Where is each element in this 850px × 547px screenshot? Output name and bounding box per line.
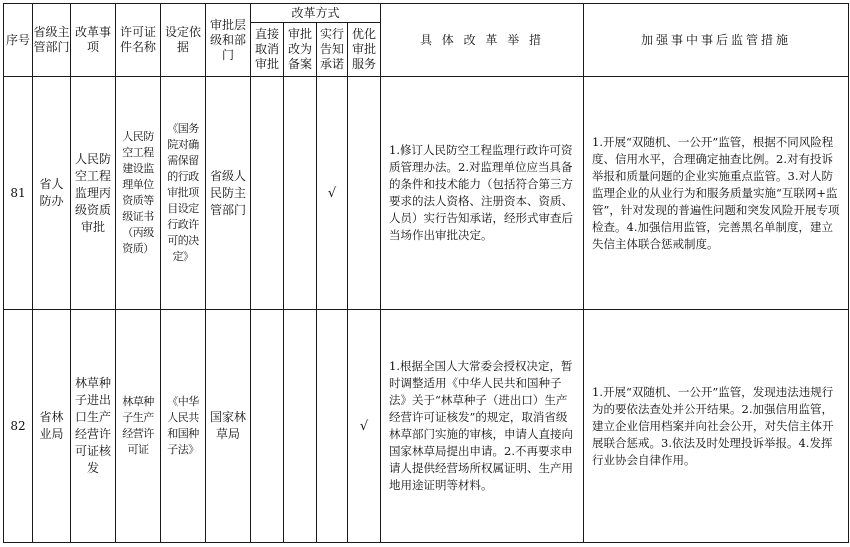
header-license: 许可证件名称 <box>116 4 161 77</box>
row-method-record <box>284 77 317 310</box>
row-method-cancel <box>251 77 284 310</box>
row-dept: 省林业局 <box>33 310 71 543</box>
header-supervision: 加强事中事后监管措施 <box>584 4 849 77</box>
table-row <box>4 310 849 543</box>
header-method-optimize: 优化审批服务 <box>348 23 381 77</box>
row-method-cancel <box>251 310 284 543</box>
header-method-notify: 实行告知承诺 <box>317 23 348 77</box>
header-row-1 <box>4 4 849 23</box>
row-method-notify: √ <box>317 77 348 310</box>
row-item: 人民防空工程监理丙级资质审批 <box>71 77 116 310</box>
table-row <box>4 77 849 310</box>
header-dept: 省级主管部门 <box>33 4 71 77</box>
row-item: 林草种子进出口生产经营许可证核发 <box>71 310 116 543</box>
row-seq: 82 <box>4 310 33 543</box>
row-license: 人民防空工程建设监理单位资质等级证书（丙级资质） <box>116 77 161 310</box>
row-seq: 81 <box>4 77 33 310</box>
row-method-optimize: √ <box>348 310 381 543</box>
header-seq: 序号 <box>4 4 33 77</box>
row-method-optimize <box>348 77 381 310</box>
row-measures: 1.根据全国人大常委会授权决定，暂时调整适用《中华人民共和国种子法》关于“林草种子（进出口）生产经营许可证核发”的规定，取消省级林草部门实施的审核，申请人直接向国家林草局提出申请。2.不再要求申请人提供经营场所权属证明、生产用地用途证明等材料。 <box>381 310 584 543</box>
row-level: 省级人民防主管部门 <box>206 77 251 310</box>
reform-table <box>3 3 849 543</box>
document-page <box>3 3 849 543</box>
row-supervision: 1.开展“双随机、一公开”监管，根据不同风险程度、信用水平，合理确定抽查比例。2.对有投诉举报和质量问题的企业实施重点监管。3.对人防监理企业的从业行为和服务质量实施“互联网+监管”，针对发现的普遍性问题和突发风险开展专项检查。4.加强信用监管，完善黑名单制度，建立失信主体联合惩戒制度。 <box>584 77 849 310</box>
row-level: 国家林草局 <box>206 310 251 543</box>
header-method-record: 审批改为备案 <box>284 23 317 77</box>
row-measures: 1.修订人民防空工程监理行政许可资质管理办法。2.对监理单位应当具备的条件和技术能力（包括符合第三方要求的法人资格、注册资本、资质、人员）实行告知承诺，经形式审查后当场作出审批决定。 <box>381 77 584 310</box>
row-license: 林草种子生产经营许可证 <box>116 310 161 543</box>
header-basis: 设定依据 <box>161 4 206 77</box>
row-method-record <box>284 310 317 543</box>
row-dept: 省人防办 <box>33 77 71 310</box>
header-method-cancel: 直接取消审批 <box>251 23 284 77</box>
row-supervision: 1.开展“双随机、一公开”监管，发现违法违规行为的要依法查处并公开结果。2.加强信用监管，建立企业信用档案并向社会公开，对失信主体开展联合惩戒。3.依法及时处理投诉举报。4.发挥行业协会自律作用。 <box>584 310 849 543</box>
row-basis: 《国务院对确需保留的行政审批项目设定行政许可的决定》 <box>161 77 206 310</box>
header-measures: 具 体 改 革 举 措 <box>381 4 584 77</box>
row-method-notify <box>317 310 348 543</box>
header-level: 审批层级和部门 <box>206 4 251 77</box>
header-item: 改革事项 <box>71 4 116 77</box>
row-basis: 《中华人民共和国种子法》 <box>161 310 206 543</box>
header-reform-group: 改革方式 <box>251 4 381 23</box>
